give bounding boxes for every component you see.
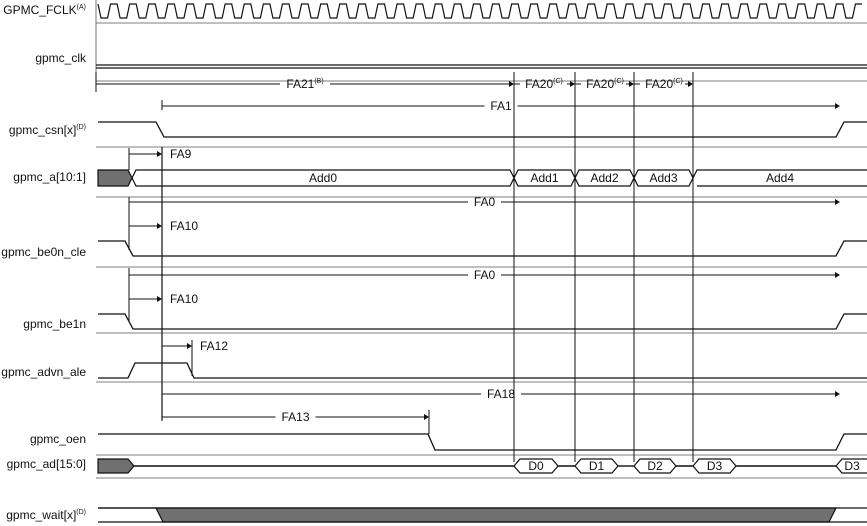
data-label-0: D0 [528, 459, 544, 473]
timing-fa10-be1n-label: FA10 [170, 292, 199, 306]
timing-fa0-be1n-label: FA0 [473, 268, 496, 282]
wait-unknown-segment [98, 508, 836, 522]
address-label-0: Add0 [308, 171, 338, 185]
timing-fa9-arrow [157, 151, 162, 157]
signal-label-clk: gpmc_clk [35, 51, 86, 65]
address-label-2: Add2 [590, 171, 619, 185]
signal-label-wait: $gpmc\_wait[x]^{(D)}$ [6, 508, 86, 522]
fclk-waveform [98, 4, 862, 18]
address-unknown-segment [98, 170, 132, 186]
timing-fa20-2-label: $FA20^{(C)}$ [645, 77, 683, 91]
address-label-3: Add3 [649, 171, 678, 185]
address-label-4: Add4 [765, 171, 795, 185]
timing-fa9-label: FA9 [170, 147, 192, 161]
timing-fa1-label: FA1 [490, 99, 512, 113]
signal-label-a: gpmc_a[10:1] [13, 170, 86, 184]
timing-fa18-label: FA18 [486, 387, 516, 401]
be0n-waveform [98, 241, 867, 256]
signal-label-advn: gpmc_advn_ale [1, 365, 86, 379]
timing-fa20-0-arrow [570, 81, 575, 87]
timing-fa12-arrow [187, 343, 192, 349]
data-label-2: D2 [647, 459, 663, 473]
timing-fa0-be1n-arrow [835, 272, 840, 278]
data-label-3: D3 [706, 459, 723, 473]
signal-label-be0n: gpmc_be0n_cle [1, 245, 86, 259]
timing-fa18-arrow [835, 391, 840, 397]
data-label-1: D1 [588, 459, 605, 473]
timing-fa0-be0n-label: FA0 [473, 195, 496, 209]
csn-waveform [98, 122, 867, 137]
timing-fa13-label: FA13 [281, 410, 310, 424]
data-label-4: D3 [844, 459, 860, 473]
timing-fa10-be0n-arrow [157, 223, 162, 229]
timing-fa21-label: $FA21^{(B)}$ [286, 77, 324, 91]
timing-fa1-arrow [835, 103, 840, 109]
timing-fa20-0-label: $FA20^{(C)}$ [525, 77, 563, 91]
timing-fa20-2-arrow [688, 81, 693, 87]
be1n-waveform [98, 314, 867, 329]
signal-label-csn: $gpmc\_csn[x]^{(D)}$ [8, 123, 86, 137]
timing-fa10-be0n-label: FA10 [170, 219, 199, 233]
signal-label-be1n: gpmc_be1n [23, 317, 86, 331]
advn-waveform [98, 363, 867, 378]
timing-fa10-be1n-arrow [157, 296, 162, 302]
timing-fa0-be0n-arrow [835, 199, 840, 205]
signal-label-fclk: $GPMC\_FCLK^{(A)}$ [3, 3, 86, 17]
oen-waveform [98, 434, 867, 450]
timing-fa12-label: FA12 [200, 339, 229, 353]
timing-fa13-arrow [424, 414, 429, 420]
data-unknown-segment [98, 459, 134, 473]
timing-fa20-1-arrow [629, 81, 634, 87]
signal-label-ad: gpmc_ad[15:0] [6, 457, 86, 471]
timing-fa21-arrow [509, 81, 514, 87]
address-label-1: Add1 [530, 171, 559, 185]
timing-fa20-1-label: $FA20^{(C)}$ [586, 77, 624, 91]
signal-label-oen: gpmc_oen [29, 432, 86, 446]
